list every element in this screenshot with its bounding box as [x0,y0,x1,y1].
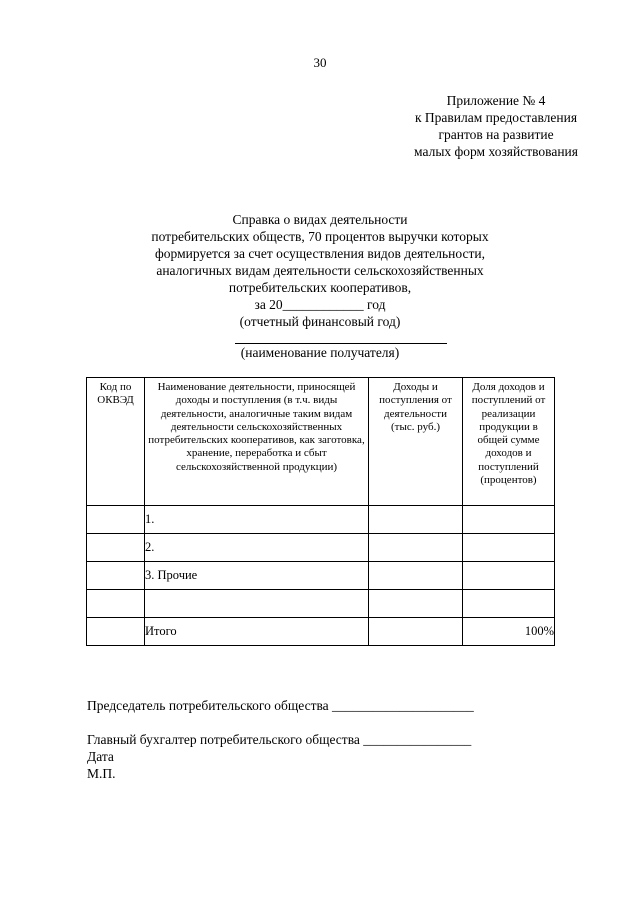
okved-code-cell [87,506,145,534]
document-title [0,211,640,330]
recipient-name-line [235,343,447,344]
title-line: формируется за счет осуществления видов деятельности, [155,246,485,261]
okved-code-cell [87,590,145,618]
title-line: Справка о видах деятельности [232,212,408,227]
table-row [87,590,555,618]
header-okved-code: Код по ОКВЭД [87,378,145,506]
table-row [87,562,555,590]
appendix-line: грантов на развитие [438,127,554,142]
activity-name-cell [145,590,369,618]
appendix-line: малых форм хозяйствования [414,144,578,159]
share-cell [463,590,555,618]
activity-name-cell: 1. [145,506,369,534]
header-income-share: Доля доходов и поступлений от реализации продукции в общей сумме доходов и поступлений (процентов) [463,378,555,506]
income-cell [369,618,463,646]
accountant-signature-line: Главный бухгалтер потребительского общества ________________ [87,732,472,747]
activity-name-cell: 3. Прочие [145,562,369,590]
appendix-line: Приложение № 4 [446,93,546,108]
signature-block [87,697,474,782]
share-cell [463,562,555,590]
chairman-signature-line: Председатель потребительского общества _____________________ [87,698,474,713]
share-cell: 100% [463,618,555,646]
header-activity-name: Наименование деятельности, приносящей доходы и поступления (в т.ч. виды деятельности, аналогичные таким видам деятельности сельскохозяйственных потребительских кооперативов, как заготовка, хранение, переработка и сбыт сельскохозяйственной продукции) [145,378,369,506]
header-income: Доходы и поступления от деятельности (тыс. руб.) [369,378,463,506]
income-cell [369,506,463,534]
income-cell [369,562,463,590]
table-row [87,506,555,534]
share-cell [463,534,555,562]
date-label: Дата [87,749,114,764]
income-cell [369,590,463,618]
table-total-row [87,618,555,646]
page-number: 30 [313,55,327,70]
table-row [87,534,555,562]
activity-table [86,377,555,646]
recipient-caption: (наименование получателя) [240,345,400,360]
title-line: (отчетный финансовый год) [239,314,401,329]
share-cell [463,506,555,534]
table-header-row [87,378,555,506]
activity-name-cell: 2. [145,534,369,562]
title-line: за 20____________ год [254,297,386,312]
activity-name-cell: Итого [145,618,369,646]
okved-code-cell [87,618,145,646]
title-line: аналогичных видам деятельности сельскохозяйственных [156,263,484,278]
appendix-note [414,92,578,160]
appendix-line: к Правилам предоставления [414,110,578,125]
seal-label: М.П. [87,766,116,781]
title-line: потребительских кооперативов, [228,280,412,295]
title-line: потребительских обществ, 70 процентов выручки которых [151,229,489,244]
okved-code-cell [87,562,145,590]
income-cell [369,534,463,562]
okved-code-cell [87,534,145,562]
